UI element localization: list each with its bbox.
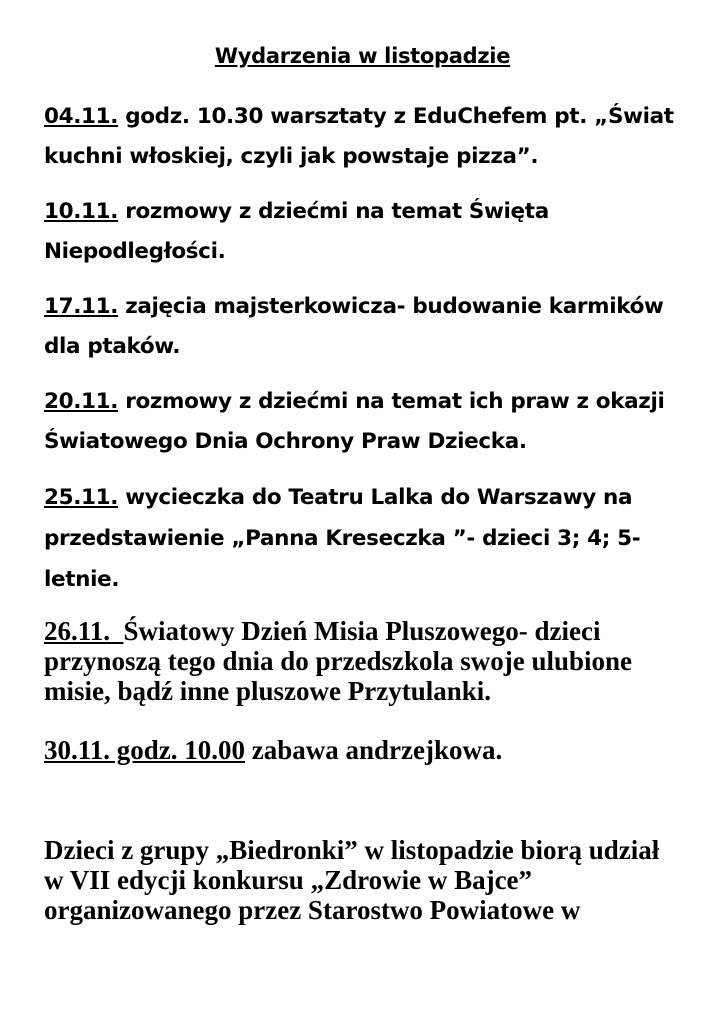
event-item xyxy=(44,382,694,462)
event-date: 20.11. xyxy=(44,389,119,414)
event-text: zajęcia majsterkowicza- budowanie karmików dla ptaków. xyxy=(44,294,664,359)
contest-note: Dzieci z grupy „Biedronki” w listopadzie biorą udział w VII edycji konkursu „Zdrowie w Bajce” organizowanego przez Starostwo Powiatowe w xyxy=(44,835,660,925)
page-title: Wydarzenia w listopadzie xyxy=(214,44,511,68)
event-item xyxy=(44,735,694,765)
event-text: godz. 10.30 warsztaty z EduChefem pt. „Świat kuchni włoskiej, czyli jak powstaje pizza”. xyxy=(44,104,674,169)
event-text: wycieczka do Teatru Lalka do Warszawy na przedstawienie „Panna Kreseczka ”- dzieci 3; 4; 5-letnie. xyxy=(44,485,641,592)
event-item xyxy=(44,477,694,600)
event-date: 26.11. xyxy=(44,616,124,646)
event-text: rozmowy z dziećmi na temat ich praw z okazji Światowego Dnia Ochrony Praw Dziecka. xyxy=(44,389,665,454)
event-text: rozmowy z dziećmi na temat Święta Niepodległości. xyxy=(44,199,549,264)
event-item xyxy=(44,287,694,367)
event-date: 30.11. godz. 10.00 xyxy=(44,735,246,765)
event-date: 25.11. xyxy=(44,485,119,510)
event-item xyxy=(44,616,694,706)
event-item xyxy=(44,192,694,272)
event-text: zabawa andrzejkowa. xyxy=(245,735,503,765)
event-date: 17.11. xyxy=(44,294,119,319)
event-date: 10.11. xyxy=(44,199,119,224)
event-item xyxy=(44,97,694,177)
event-text: Światowy Dzień Misia Pluszowego- dzieci przynoszą tego dnia do przedszkola swoje ulubione misie, bądź inne pluszowe Przytulanki. xyxy=(44,616,633,706)
event-date: 04.11. xyxy=(44,104,119,129)
